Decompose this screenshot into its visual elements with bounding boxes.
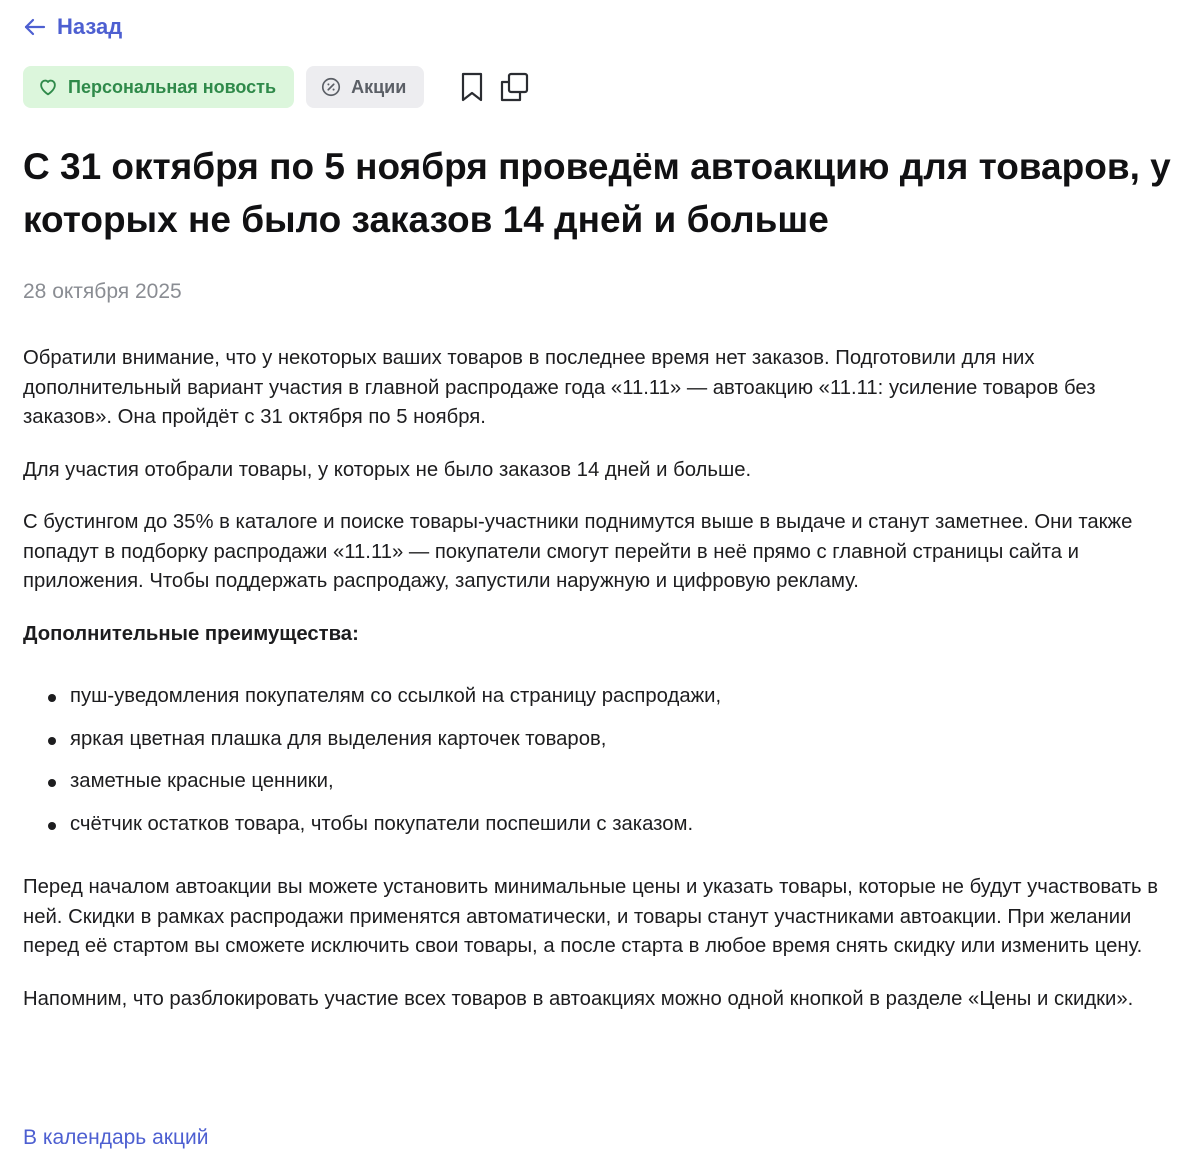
paragraph: С бустингом до 35% в каталоге и поиске товары-участники поднимутся выше в выдаче и станут заметнее. Они также попадут в подборку распродажи «11.11» — покупатели смогут перейти в неё прямо с главной страницы сайта и приложения. Чтобы поддержать распродажу, запустили наружную и цифровую рекламу.	[23, 511, 1133, 592]
paragraph: Обратили внимание, что у некоторых ваших товаров в последнее время нет заказов. Подготовили для них дополнительный вариант участия в главной распродаже года «11.11» — автоакцию «11.11: усиление товаров без заказов». Она пройдёт с 31 октября по 5 ноября.	[23, 347, 1096, 428]
article-title: С 31 октября по 5 ноября проведём автоакцию для товаров, у которых не было заказов 14 дней и больше	[23, 146, 1171, 240]
bookmark-icon	[460, 72, 484, 102]
paragraph: Перед началом автоакции вы можете установить минимальные цены и указать товары, которые не будут участвовать в ней. Скидки в рамках распродажи применятся автоматически, и товары станут участниками автоакции. При желании перед её стартом вы сможете исключить свои товары, а после старта в любое время снять скидку или изменить цену.	[23, 876, 1159, 957]
back-label: Назад	[57, 14, 123, 39]
arrow-left-icon	[23, 15, 47, 39]
copy-icon	[499, 72, 529, 102]
back-link[interactable]	[23, 14, 122, 40]
tag-personal-news[interactable]	[23, 66, 294, 108]
article-date: 28 октября 2025	[23, 280, 182, 303]
list-item: пуш-уведомления покупателям со ссылкой на страницу распродажи,	[23, 682, 1183, 712]
list-item: яркая цветная плашка для выделения карточек товаров,	[23, 725, 1183, 755]
tag-personal-label: Персональная новость	[68, 76, 277, 97]
paragraph: Для участия отобрали товары, у которых не было заказов 14 дней и больше.	[23, 458, 752, 481]
benefits-list	[23, 682, 1183, 839]
benefits-heading: Дополнительные преимущества:	[23, 622, 359, 645]
promo-calendar-link[interactable]: В календарь акций	[23, 1126, 209, 1149]
heart-icon	[37, 76, 59, 98]
tag-promo-label: Акции	[351, 76, 407, 97]
copy-button[interactable]	[498, 69, 530, 105]
list-item: заметные красные ценники,	[23, 767, 1183, 797]
list-item: счётчик остатков товара, чтобы покупатели поспешили с заказом.	[23, 810, 1183, 840]
paragraph: Напомним, что разблокировать участие всех товаров в автоакциях можно одной кнопкой в разделе «Цены и скидки».	[23, 987, 1134, 1010]
bookmark-button[interactable]	[456, 69, 488, 105]
article-body	[23, 344, 1183, 1037]
tag-promo[interactable]	[306, 66, 424, 108]
tags-row	[23, 66, 530, 108]
percent-icon	[320, 76, 342, 98]
